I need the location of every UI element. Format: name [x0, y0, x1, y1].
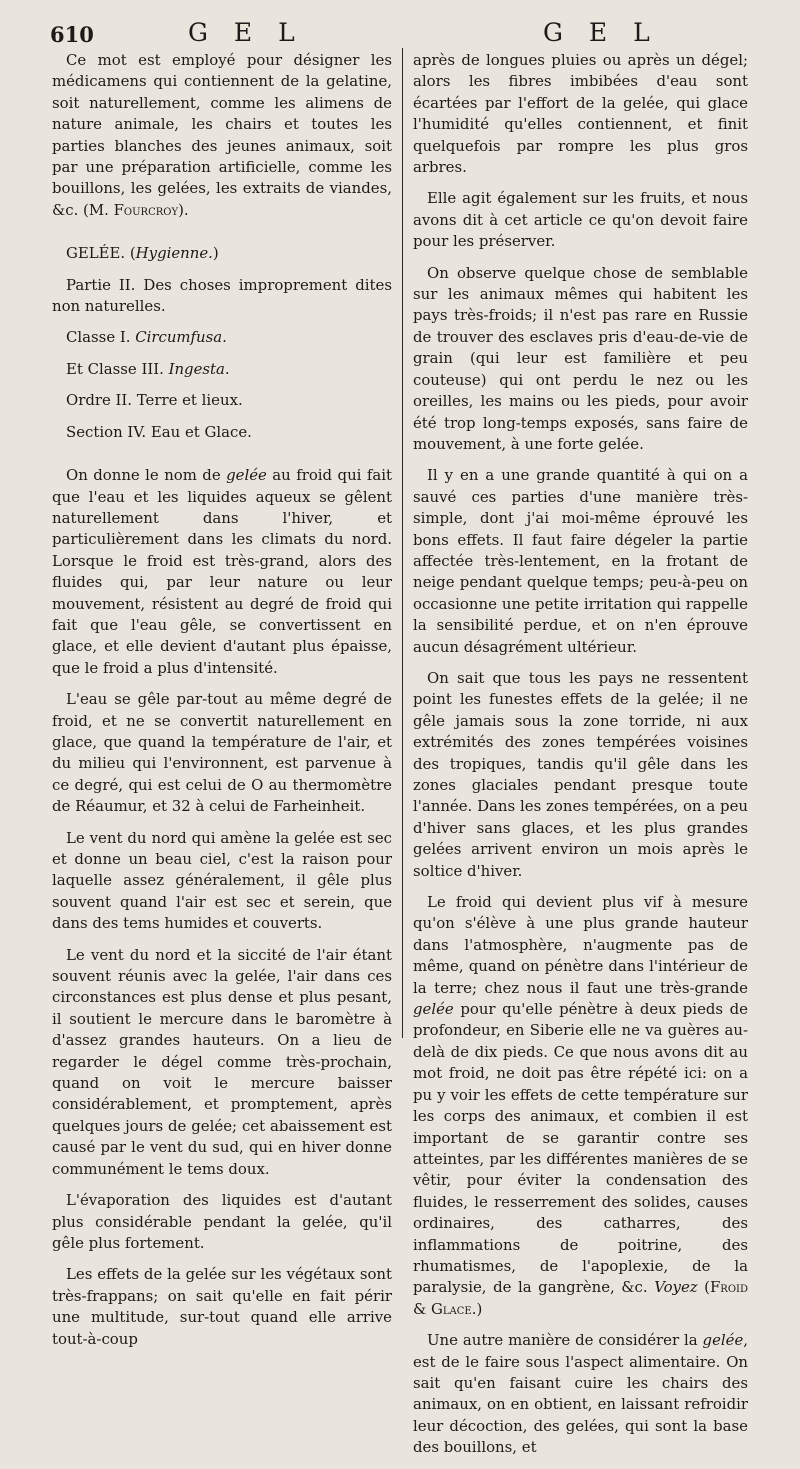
classification-classe-1	[52, 327, 392, 348]
running-head-right: G E L	[543, 18, 659, 47]
classification-section: Section IV. Eau et Glace.	[66, 422, 252, 441]
paragraph: On sait que tous les pays ne ressentent point les funestes effets de la gelée; il ne gêle jamais sous la zone torride, ni aux extrémités des zones tempérées voisines des tropiques, tandis qu'il gêle dans les zones glaciales pendant presque toute l'année. Dans les zones tempérées, on a peu d'hiver sans glaces, et les plus grandes gelées arrivent environ un mois après le soltice d'hiver.	[413, 668, 748, 880]
text: (	[697, 1278, 710, 1297]
paragraph: Le vent du nord qui amène la gelée est sec et donne un beau ciel, c'est la raison pour laquelle assez généralement, il gêle plus souvent quand l'air est sec et serein, que dans des tems humides et couverts.	[52, 828, 392, 933]
text: )	[476, 1299, 483, 1318]
text: au froid qui fait que l'eau et les liquides aqueux se gêlent naturellement dans l'hiver, et particulièrement dans les climats du nord. Lorsque le froid est très-grand, alors des fluides qui, par leur nature ou leur mouvement, résistent au degré de froid qui fait que l'eau gêle, se convertissent en glace, et elle devient d'autant plus épaisse, que le froid a plus d'intensité.	[52, 466, 392, 677]
paragraph: On observe quelque chose de semblable sur les animaux mêmes qui habitent les pays très-froids; il n'est pas rare en Russie de trouver des esclaves pris d'eau-de-vie de grain (qui leur est familière et peu couteuse) qui ont perdu le nez ou les oreilles, les mains ou les pieds, pour avoir été trop long-temps exposés, sans faire de mouvement, à une forte gelée.	[413, 263, 748, 453]
author-name: M. Fourcroy	[88, 200, 179, 219]
text: Une autre manière de considérer la	[427, 1331, 703, 1350]
text: gelée	[702, 1331, 744, 1350]
text: gelée	[226, 466, 267, 485]
page-number: 610	[50, 22, 94, 47]
paragraph: Les effets de la gelée sur les végétaux sont très-frappans; on sait qu'elle en fait périr une multitude, sur-tout quand elle arrive tout-à-coup	[52, 1265, 392, 1348]
text: Ingesta.	[168, 359, 230, 378]
paragraph	[413, 1330, 748, 1458]
paragraph: après de longues pluies ou après un dégel; alors les fibres imbibées d'eau sont écartées par l'effort de la gelée, qui glace l'humidité qu'elles contiennent, et finit quelquefois par rompre les plus gros arbres.	[413, 51, 748, 177]
text: On donne le nom de	[66, 466, 227, 485]
left-column	[52, 50, 392, 1360]
text: Classe I.	[66, 328, 136, 347]
cross-reference: Froid & Glace.	[413, 1278, 748, 1318]
text: , est de le faire sous l'aspect alimentaire. On sait qu'en faisant cuire les chairs des animaux, on en obtient, en laissant refroidir leur décoction, des gelées, qui sont la base des bouillons, et	[413, 1331, 748, 1457]
text: Hygienne.	[135, 244, 213, 263]
text: GELÉE. (	[66, 244, 136, 263]
text: Ce mot est employé pour désigner les médicamens qui contiennent de la gelatine, soit naturellement, comme les alimens de nature animale, les chairs et toutes les parties blanches des jeunes animaux, soit par une préparation artificielle, comme les bouillons, les gelées, les extraits de viandes, &c. (	[52, 51, 392, 219]
classification-ordre: Ordre II. Terre et lieux.	[66, 391, 243, 410]
entry-title	[52, 243, 392, 264]
paragraph	[52, 465, 392, 679]
paragraph: Il y en a une grande quantité à qui on a sauvé ces parties d'une manière très-simple, dont j'ai moi-même éprouvé les bons effets. Il faut faire dégeler la partie affectée très-lentement, en la frotant de neige pendant quelque temps; peu-à-peu on occasionne une petite irritation qui rappelle la sensibilité perdue, et on n'en éprouve aucun désagrément ultérieur.	[413, 466, 748, 656]
paragraph: L'eau se gêle par-tout au même degré de froid, et ne se convertit naturellement en glace, que quand la température de l'air, et du milieu qui l'environnent, est parvenue à ce degré, qui est celui de O au thermomètre de Réaumur, et 32 à celui de Farheinheit.	[52, 690, 392, 816]
text: Le froid qui devient plus vif à mesure qu'on s'élève à une plus grande hauteur dans l'atmosphère, n'augmente pas de même, quand on pénètre dans l'intérieur de la terre; chez nous il faut une très-grande	[413, 893, 748, 997]
text: Circumfusa.	[135, 328, 227, 347]
text: pour qu'elle pénètre à deux pieds de profondeur, en Siberie elle ne va guères au-delà de dix pieds. Ce que nous avons dit au mot froid, ne doit pas être répété ici: on a pu y voir les effets de cette température sur les corps des animaux, et combien il est important de se garantir contre ses atteintes, par les différentes manières de se vêtir, pour éviter la condensation des fluides, le resserrement des solides, causes ordinaires, des catharres, des inflammations de poitrine, des rhumatismes, de l'apoplexie, de la paralysie, de la gangrène, &c.	[413, 1000, 748, 1297]
classification-partie: Partie II. Des choses improprement dites non naturelles.	[52, 275, 392, 316]
paragraph	[52, 50, 392, 221]
right-column	[413, 50, 748, 1469]
text: Voyez	[654, 1278, 698, 1297]
text: gelée	[413, 1000, 454, 1019]
column-divider	[402, 48, 403, 1038]
running-head-left: G E L	[188, 18, 304, 47]
text: )	[212, 244, 219, 263]
paragraph: Le vent du nord et la siccité de l'air étant souvent réunis avec la gelée, l'air dans ces circonstances est plus dense et plus pesant, il soutient le mercure dans le baromètre à d'assez grandes hauteurs. On a lieu de regarder le dégel comme très-prochain, quand on voit le mercure baisser considérablement, et promptement, après quelques jours de gelée; cet abaissement est causé par le vent du sud, qui en hiver donne communément le tems doux.	[52, 945, 392, 1178]
paragraph: Elle agit également sur les fruits, et nous avons dit à cet article ce qu'on devoit faire pour les préserver.	[413, 189, 748, 251]
text: ).	[178, 200, 189, 219]
paragraph: L'évaporation des liquides est d'autant plus considérable pendant la gelée, qu'il gêle plus fortement.	[52, 1191, 392, 1252]
text: Et Classe III.	[66, 359, 169, 378]
paragraph	[413, 892, 748, 1320]
classification-classe-3	[52, 359, 392, 380]
